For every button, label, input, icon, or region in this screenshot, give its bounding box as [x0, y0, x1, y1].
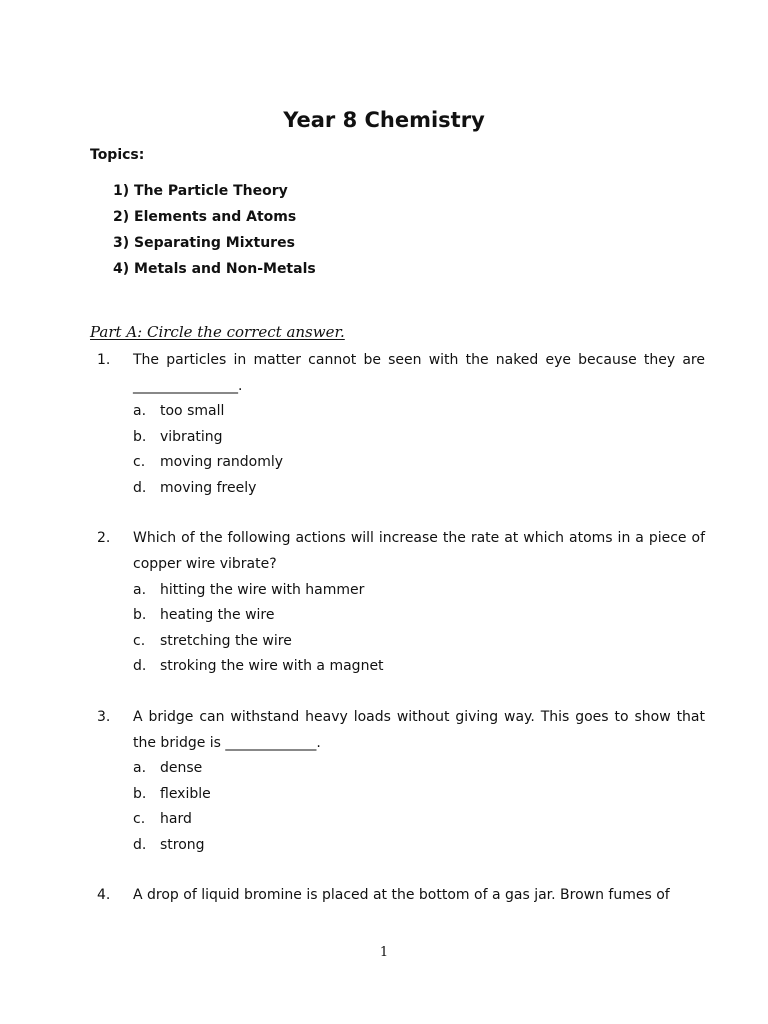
answer-option[interactable] [133, 837, 205, 853]
option-letter: d. [133, 658, 147, 674]
answer-option[interactable] [133, 760, 202, 776]
question-text: The particles in matter cannot be seen with the naked eye because they are _______________. [133, 352, 705, 394]
topic-item: 1) The Particle Theory [113, 183, 288, 199]
answer-option[interactable] [133, 429, 223, 445]
answer-option[interactable] [133, 403, 224, 419]
question-number: 2. [97, 530, 111, 546]
topic-item: 3) Separating Mixtures [113, 235, 295, 251]
option-text: moving freely [160, 480, 257, 496]
answer-option[interactable] [133, 454, 283, 470]
option-text: hitting the wire with hammer [160, 582, 365, 598]
answer-option[interactable] [133, 582, 364, 598]
option-text: dense [160, 760, 203, 776]
answer-option[interactable] [133, 607, 274, 623]
option-letter: c. [133, 633, 146, 649]
option-letter: c. [133, 454, 146, 470]
answer-option[interactable] [133, 480, 256, 496]
part-a-heading: Part A: Circle the correct answer. [90, 323, 345, 341]
option-letter: d. [133, 480, 147, 496]
option-letter: a. [133, 760, 147, 776]
answer-option[interactable] [133, 658, 384, 674]
answer-option[interactable] [133, 786, 211, 802]
option-letter: d. [133, 837, 147, 853]
option-text: heating the wire [160, 607, 275, 623]
option-letter: b. [133, 786, 147, 802]
page-number: 1 [379, 945, 389, 960]
option-text: stretching the wire [160, 633, 292, 649]
option-text: hard [160, 811, 192, 827]
option-text: too small [160, 403, 225, 419]
option-letter: a. [133, 582, 147, 598]
option-text: strong [160, 837, 205, 853]
topic-item: 2) Elements and Atoms [113, 209, 297, 225]
option-letter: b. [133, 607, 147, 623]
option-text: moving randomly [160, 454, 284, 470]
option-letter: c. [133, 811, 146, 827]
question-text: A bridge can withstand heavy loads without giving way. This goes to show that the bridge is _____________. [133, 709, 705, 751]
answer-option[interactable] [133, 811, 192, 827]
option-text: stroking the wire with a magnet [160, 658, 384, 674]
question-number: 1. [97, 352, 111, 368]
option-letter: a. [133, 403, 147, 419]
question-text: Which of the following actions will increase the rate at which atoms in a piece of copper wire vibrate? [133, 530, 705, 572]
topic-item: 4) Metals and Non-Metals [113, 261, 316, 277]
option-text: vibrating [160, 429, 223, 445]
option-letter: b. [133, 429, 147, 445]
question-number: 4. [97, 887, 111, 903]
question-text: A drop of liquid bromine is placed at the bottom of a gas jar. Brown fumes of [133, 887, 670, 903]
answer-option[interactable] [133, 633, 292, 649]
question-number: 3. [97, 709, 111, 725]
topics-label: Topics: [90, 147, 145, 163]
page-title: Year 8 Chemistry [283, 108, 485, 132]
option-text: flexible [160, 786, 211, 802]
